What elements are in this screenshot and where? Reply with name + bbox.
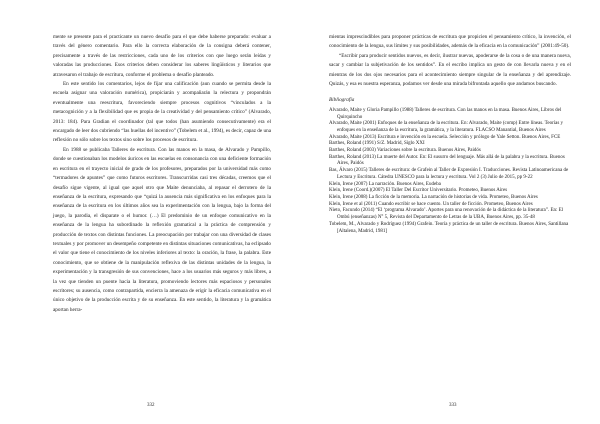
body-paragraph: En este sentido los comentarios, lejos de fijar una calificación (aun cuando se permita desde la escuela asignar una valoración numérica), propiciarán y acompañarán la relectura y propondrán eventualmente una reescritura, favoreciendo siempre procesos cognitivos “vinculados a la metacognición y a la flexibilidad que es propia de la creatividad y del pensamiento crítico” (Alvarado, 2013: 184). Para Gradian el coordinador (tal que todos (han asumiendo consecutivamente) era el encargado de leer dos cubriendo “las huellas del incentivo” (Tobelem et al., 1994), es decir, capaz de una reflexión no sólo sobre los textos sino sobre los procesos de escritura.: [53, 81, 271, 144]
reference-item: Bas, Álvaro (2015) Talleres de escritura: de Grafein al Taller de Expresión I. Traducciones. Revista Latinoamericana de Lectura y Escritura. Cátedra UNESCO para la lectura y escritura. Vol 2 (3) Julio de 2015, pp 9-22: [329, 168, 569, 180]
body-paragraph: mente se presente para el practicante un nuevo desafío para el que debe haberse preparado: evaluar a través del género comentario. Para ello la correcta elaboración de la consigna deberá contener, precisamente a través de las restricciones, cada uno de los criterios con que luego serán leídas y valoradas las producciones. Esos criterios deben considerar los saberes lingüísticos y literarios que atravesaron el trabajo de escritura, conforme el problema o desafío planteado.: [53, 34, 271, 78]
reference-item: Barthes, Roland (2003) Variaciones sobre la escritura. Buenos Aires, Paidós: [329, 148, 481, 154]
reference-item: Alvarado, Maite y Gloria Pampillo (1988) Talleres de escritura. Con las manos en la masa. Buenos Aires, Libros del Quirquincho: [329, 107, 562, 120]
reference-item: Klein, Irene (2008) La ficción de la memoria. La narración de historias de vida. Prometeo, Buenos Aires: [329, 194, 538, 200]
reference-list: [329, 108, 571, 235]
reference-item: Klein, Irene et al (2011) Cuando escribir se hace cuento. Un taller de ficción. Prometeo, Buenos Aires: [329, 201, 533, 207]
reference-item: Barthes, Roland (2013) La muerte del Autor. En: El susurro del lenguaje. Más allá de la palabra y la escritura. Buenos Aires, Paidós: [329, 154, 565, 167]
reference-item: Klein, Irene (Coord.)(2007) El Taller Del Escritor Universitario. Prometeo, Buenos Aires: [329, 188, 508, 194]
bibliography-heading: Bibliografía: [329, 97, 355, 104]
left-text-column: [53, 33, 271, 315]
right-page: [300, 0, 600, 424]
body-paragraph: En 1988 se publicaba Talleres de escritura. Con las manos en la masa, de Alvarado y Pampillo, donde se cuestionaban los modelos áuricos en las escuelas en consonancia con una deficiente formación en escritura en el trayecto inicial de grado de los profesores, preparados por la universidad más como “termadores de apuntes” que como futuros escritores. Transcurridas casi tres décadas, creemos que el desafío sigue vigente, al igual que aquel otro que Maite denunciaba, al repasar el derrotero de la enseñanza de la escritura, expresando que “quizá la ausencia más significativa en los enfoques para la enseñanza de la escritura en los últimos años sea la experimentación con la lengua, bajo la forma del juego, la parodia, el disparate o el humor. (…) El predominio de un enfoque comunicativo en la enseñanza de la lengua ha subordinado la reflexión gramatical a la práctica de comprensión y producción de textos con distintas funciones. La preocupación por trabajar con una diversidad de clases textuales y por promover un desempeño competente en distintas situaciones comunicativas, ha eclipsado el valor que tiene el conocimiento de los niveles inferiores al texto: la oración, la frase, la palabra. Este conocimiento, que se obtiene de la manipulación reflexiva de las distintas unidades de la lengua, la experimentación y la transgresión de sus convenciones, hace a los usuarios más seguros y más libres, a la vez que tienden un puente hacia la literatura, promoviendo lectores más espaciosos y personales escritores; su ausencia, como contrapartida, encierra la amenaza de erigir la eficacia comunicativa en el único objetivo de la producción escrita y de su enseñanza. En este sentido, la literatura y la gramática aportan herra-: [53, 146, 271, 313]
reference-item: Barthes, Roland (1991) S/Z. Madrid, Siglo XXI: [329, 141, 425, 147]
reference-item: Alvarado, Maite (2001) Enfoques de la enseñanza de la escritura. En: Alvarado, Maite (comp) Entre líneas. Teorías y enfoques en la enseñanza de la escritura, la gramática, y la literatura. FLACSO Manantial, Buenos Aires: [329, 121, 564, 133]
page-number: 332: [147, 403, 155, 408]
reference-item: Klein, Irene (2007) La narración. Buenos Aires, Eudeba: [329, 181, 441, 187]
body-paragraph: “Escribir para producir sentidos nuevos, es decir, ilustrar nuevas, apoderarse de la cosa o de una manera nueva, sacar y cambiar la subjetivación de los sentidos”. En el escribo implica un gesto de con llevarla nueva y en el mientras de los dos ojos necesarios para el acontecimiento siempre singular de la enseñanza y del aprendizaje. Quizás, y esa es nuestra esperanza, podamos ver desde una mirada bifrontada aquello que andamos buscando.: [329, 52, 571, 88]
reference-item: Alvarado, Maite (2013) Escritura e invención en la escuela. Selección y prólogo de Yale Setton. Buenos Aires, FCE: [329, 134, 561, 140]
page-number: 333: [449, 403, 457, 408]
reference-item: Nieto, Facundo (2014) “El ‘programa Alvarado’. Aportes para una renovación de la didáctica de la literatura”. En: El Ombú (enseñanzas) N° 5, Revista del Departamento de Letras de la UBA, Buenos Aires, pp. 35-48: [329, 208, 564, 221]
body-paragraph: mientas imprescindibles para proponer prácticas de escritura que propicien el pensamiento crítico, la invención, el conocimiento de la lengua, sus límites y sus posibilidades, además de la eficacia en la comunicación” (2001:49-50).: [329, 34, 571, 50]
reference-item: Tobelem, M., Alvarado y Rodríguez (1994) Grafein. Teoría y práctica de un taller de escritura. Buenos Aires, Santillana [Altalena, Madrid, 1981]: [329, 221, 569, 234]
right-text-column: [329, 33, 571, 235]
